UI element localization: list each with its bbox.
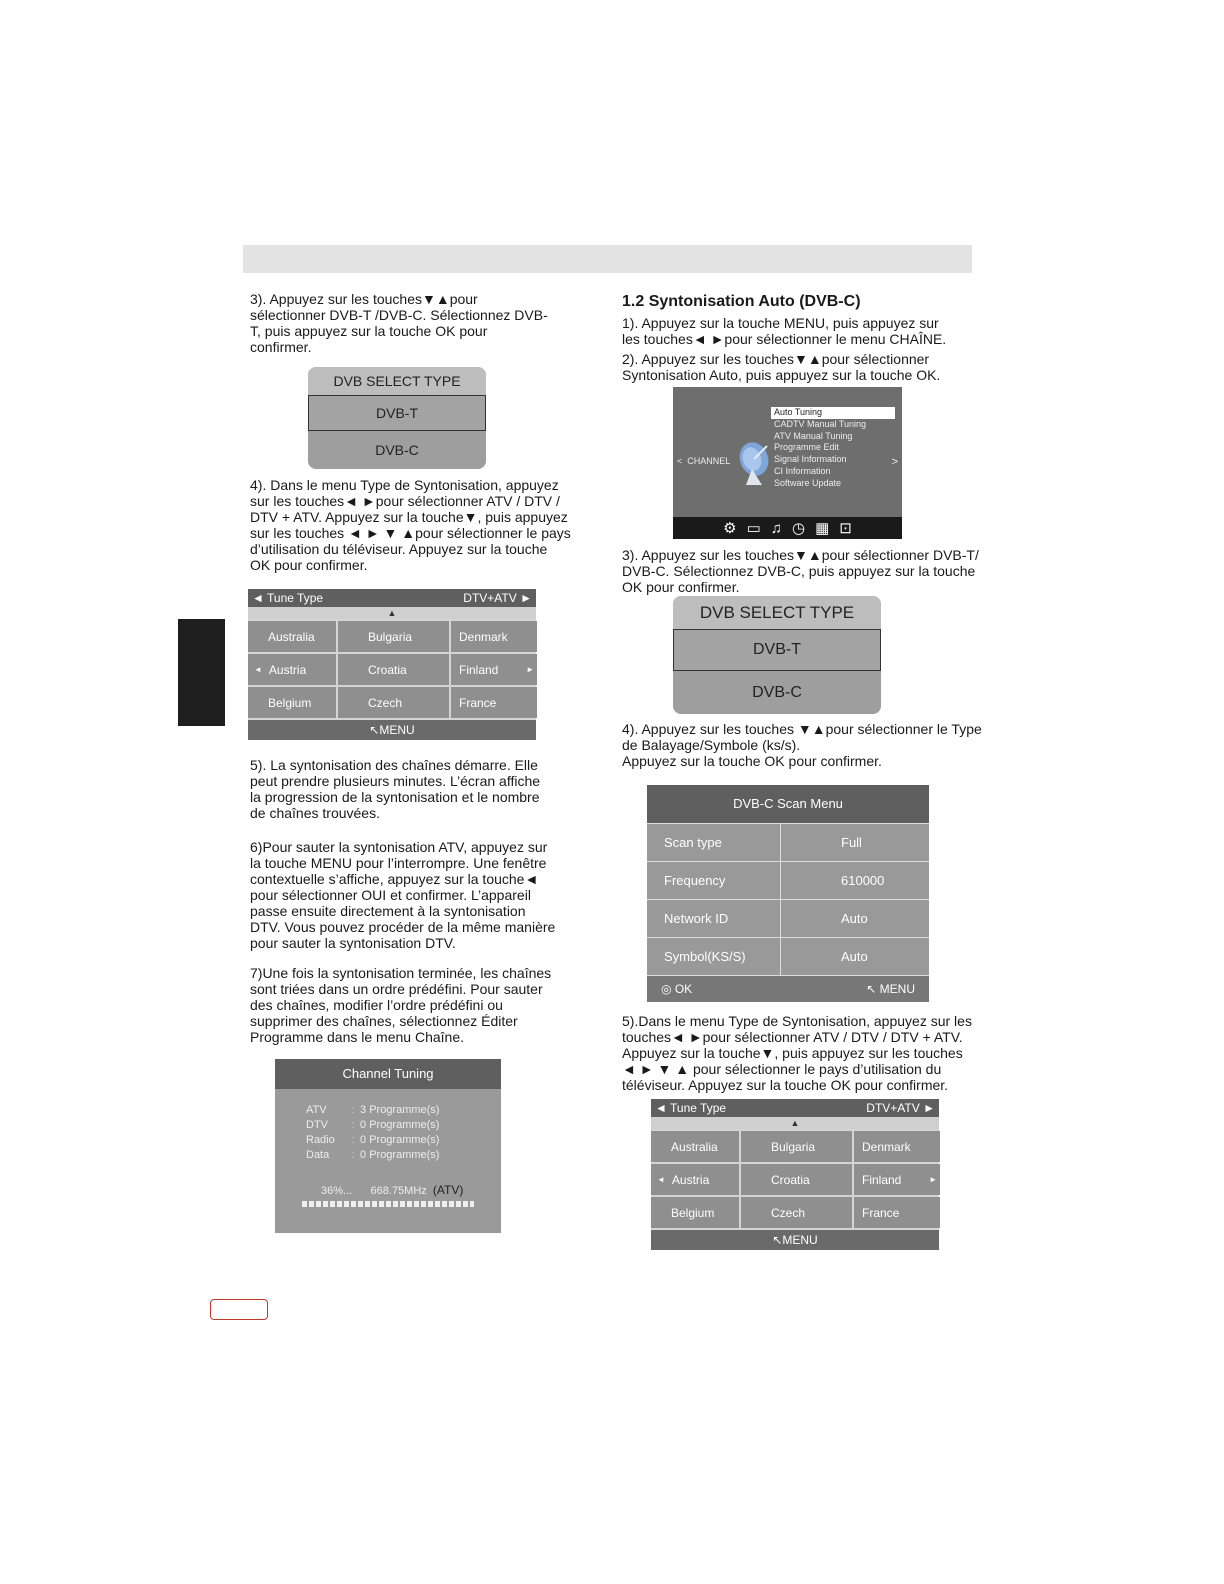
country-australia[interactable]: Australia (248, 621, 336, 652)
tune-type-label: Tune Type (267, 591, 324, 605)
tune-type-label: Tune Type (670, 1101, 727, 1115)
dvb-select-title: DVB SELECT TYPE (673, 596, 881, 629)
country-bulgaria[interactable]: Bulgaria (338, 621, 449, 652)
channel-menu-label: < CHANNEL (677, 456, 731, 466)
dvb-option-c[interactable]: DVB-C (375, 442, 419, 458)
menu-item-ci-info[interactable]: CI Information (774, 465, 831, 476)
country-cell-finland[interactable] (451, 654, 537, 685)
tune-type-header[interactable] (248, 589, 536, 607)
menu-item-signal-info[interactable]: Signal Information (774, 454, 847, 465)
country-finland: Finland (459, 662, 499, 677)
left-arrow-icon: ◄ (254, 665, 262, 674)
right-step-3: 3). Appuyez sur les touches▼▲pour sélectionner DVB-T/ DVB-C. Sélectionnez DVB-C, puis appuyez sur la touche OK pour confirmer. (622, 547, 979, 595)
return-icon: ↖ (866, 982, 877, 996)
country-belgium[interactable]: Belgium (248, 687, 336, 718)
menu-label: MENU (379, 723, 415, 737)
tuning-row-radio: Radio : 0 Programme(s) (306, 1134, 440, 1146)
section-heading: 1.2 Syntonisation Auto (DVB-C) (622, 293, 861, 310)
country-czech[interactable]: Czech (338, 687, 449, 718)
country-france[interactable]: France (451, 687, 537, 718)
country-croatia[interactable]: Croatia (741, 1164, 852, 1195)
menu-item-auto-tuning[interactable]: Auto Tuning (771, 407, 895, 419)
country-france[interactable]: France (854, 1197, 940, 1228)
country-denmark[interactable]: Denmark (854, 1131, 940, 1162)
menu-item-atv-manual[interactable]: ATV Manual Tuning (774, 430, 853, 441)
scroll-up-icon[interactable]: ▲ (651, 1117, 939, 1129)
dvb-select-type-dialog (308, 367, 486, 469)
right-step-5: 5).Dans le menu Type de Syntonisation, appuyez sur les touches◄ ►pour sélectionner ATV / DTV / DTV + ATV. Appuyez sur la touche▼, puis appuyez sur les touches ◄ ► ▼ ▲ pour sélectionner le pays d’utilisation du téléviseur. Appuyez sur la touche OK pour confirmer. (622, 1013, 972, 1093)
country-austria: Austria (268, 662, 307, 677)
left-arrow-icon[interactable]: ◄ (252, 591, 264, 605)
tuning-row-data: Data : 0 Programme(s) (306, 1149, 440, 1161)
scan-menu-footer (647, 975, 929, 1002)
tune-type-header[interactable] (651, 1099, 939, 1117)
scan-row-network-id[interactable]: Network ID Auto (647, 899, 929, 937)
right-step-4: 4). Appuyez sur les touches ▼▲pour sélectionner le Type de Balayage/Symbole (ks/s). Appuyez sur la touche OK pour confirmer. (622, 721, 982, 769)
left-arrow-icon: < (677, 456, 683, 466)
gear-icon[interactable]: ⚙ (723, 520, 737, 537)
menu-item-software-update[interactable]: Software Update (774, 477, 842, 488)
menu-item-cadtv-manual[interactable]: CADTV Manual Tuning (774, 418, 867, 429)
scan-row-symbol[interactable]: Symbol(KS/S) Auto (647, 937, 929, 975)
tuning-row-atv: ATV : 3 Programme(s) (306, 1104, 440, 1116)
language-side-tab (178, 619, 225, 726)
country-bulgaria[interactable]: Bulgaria (741, 1131, 852, 1162)
left-step-4: 4). Dans le menu Type de Syntonisation, appuyez sur les touches◄ ►pour sélectionner ATV / DTV / DTV + ATV. Appuyez sur la touche▼, puis appuyez sur les touches ◄ ► ▼ ▲pour sélectionner le pays d’utilisation du téléviseur. Appuyez sur la touche OK pour confirmer. (250, 477, 571, 573)
right-arrow-icon: ► (526, 665, 534, 674)
menu-label: MENU (782, 1233, 818, 1247)
dvb-c-scan-menu (647, 785, 929, 1002)
tuning-status (321, 1183, 463, 1197)
country-belgium[interactable]: Belgium (651, 1197, 739, 1228)
menu-item-programme-edit[interactable]: Programme Edit (774, 442, 840, 453)
scan-row-type[interactable]: Scan type Full (647, 823, 929, 861)
page-number-box (210, 1299, 268, 1320)
return-icon: ↖ (369, 723, 380, 737)
dvb-option-t[interactable]: DVB-T (673, 629, 881, 671)
country-croatia[interactable]: Croatia (338, 654, 449, 685)
channel-tuning-title: Channel Tuning (275, 1059, 501, 1089)
tune-type-value: DTV+ATV (866, 1101, 920, 1115)
right-step-2: 2). Appuyez sur les touches▼▲pour sélectionner Syntonisation Auto, puis appuyez sur la touche OK. (622, 351, 941, 383)
country-cell-finland[interactable] (854, 1164, 940, 1195)
left-step-3: 3). Appuyez sur les touches▼▲pour sélectionner DVB-T /DVB-C. Sélectionnez DVB- T, puis appuyez sur la touche OK pour confirmer. (250, 291, 548, 355)
scan-row-frequency[interactable]: Frequency 610000 (647, 861, 929, 899)
right-arrow-icon[interactable]: > (891, 456, 898, 468)
country-cell-austria[interactable] (248, 654, 336, 685)
satellite-dish-icon (736, 439, 772, 487)
tune-type-footer[interactable] (248, 720, 536, 740)
right-arrow-icon[interactable]: ► (923, 1101, 935, 1115)
scroll-up-icon[interactable]: ▲ (248, 607, 536, 619)
lock-icon[interactable]: ⊡ (839, 520, 852, 537)
dvb-option-t[interactable]: DVB-T (308, 395, 486, 431)
tuning-progress-bar (302, 1201, 474, 1207)
country-australia[interactable]: Australia (651, 1131, 739, 1162)
right-arrow-icon: ► (929, 1175, 937, 1184)
menu-button[interactable]: ↖ MENU (866, 982, 915, 996)
tune-type-menu-2 (651, 1099, 939, 1250)
header-bar (243, 245, 972, 273)
tune-type-menu (248, 589, 536, 740)
channel-menu-screen (673, 387, 902, 539)
monitor-icon[interactable]: ▭ (746, 520, 761, 537)
left-arrow-icon[interactable]: ◄ (655, 1101, 667, 1115)
tune-type-value: DTV+ATV (463, 591, 517, 605)
scan-menu-title: DVB-C Scan Menu (647, 785, 929, 823)
left-step-7: 7)Une fois la syntonisation terminée, les chaînes sont triées dans un ordre prédéfini. Pour sauter des chaînes, modifier l’ordre prédéfini ou supprimer des chaînes, sélectionnez Éditer Programme dans le menu Chaîne. (250, 965, 552, 1045)
country-denmark[interactable]: Denmark (451, 621, 537, 652)
grid-icon[interactable]: ▦ (815, 520, 830, 537)
tuning-mode: (ATV) (432, 1183, 464, 1197)
right-arrow-icon[interactable]: ► (520, 591, 532, 605)
dvb-select-title: DVB SELECT TYPE (308, 367, 486, 395)
left-step-5: 5). La syntonisation des chaînes démarre. Elle peut prendre plusieurs minutes. L’écran affiche la progression de la syntonisation et le nombre de chaînes trouvées. (250, 757, 541, 821)
dvb-option-c[interactable]: DVB-C (752, 684, 802, 701)
channel-tuning-dialog (275, 1059, 501, 1233)
country-cell-austria[interactable] (651, 1164, 739, 1195)
right-step-1: 1). Appuyez sur la touche MENU, puis appuyez sur les touches◄ ►pour sélectionner le menu CHAÎNE. (622, 315, 947, 347)
country-finland: Finland (862, 1172, 902, 1187)
country-czech[interactable]: Czech (741, 1197, 852, 1228)
left-step-6: 6)Pour sauter la syntonisation ATV, appuyez sur la touche MENU pour l’interrompre. Une fenêtre contextuelle s’affiche, appuyez sur la touche◄ pour sélectionner OUI et confirmer. L’appareil passe ensuite directement à la syntonisation DTV. Vous pouvez procéder de la même manière pour sauter la syntonisation DTV. (250, 839, 556, 951)
country-austria: Austria (671, 1172, 710, 1187)
tuning-percent: 36%... (321, 1185, 353, 1197)
tune-type-footer[interactable] (651, 1230, 939, 1250)
return-icon: ↖ (772, 1233, 783, 1247)
ok-button[interactable]: ◎ OK (661, 982, 693, 996)
menu-icon-bar (673, 517, 902, 539)
tuning-row-dtv: DTV : 0 Programme(s) (306, 1119, 440, 1131)
tuning-frequency: 668.75MHz (370, 1185, 427, 1197)
music-icon[interactable]: ♫ (770, 519, 783, 537)
dvb-select-type-dialog-2 (673, 596, 881, 714)
ok-circle-icon: ◎ (661, 982, 672, 996)
left-arrow-icon: ◄ (657, 1175, 665, 1184)
clock-icon[interactable]: ◷ (792, 520, 806, 537)
